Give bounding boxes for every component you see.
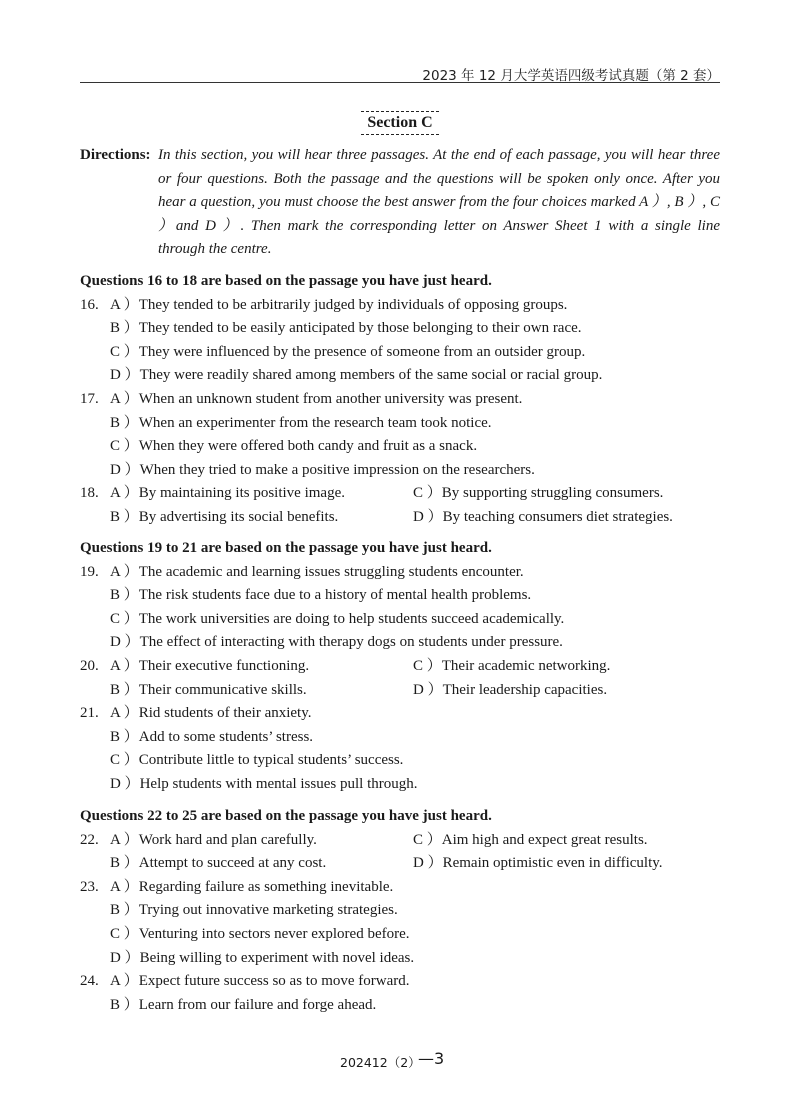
question-option-row <box>80 773 720 797</box>
question-option-row <box>80 506 720 530</box>
answer-option: C ）Contribute little to typical students’ success. <box>110 752 404 769</box>
answer-option: C ）The work universities are doing to help students succeed academically. <box>110 610 565 627</box>
question-group-16-18 <box>80 270 720 530</box>
question-option-row <box>80 829 720 853</box>
answer-option: D ）Help students with mental issues pull through. <box>110 775 418 792</box>
answer-option: D ）By teaching consumers diet strategies. <box>413 508 673 525</box>
answer-option: C ）Aim high and expect great results. <box>413 831 648 848</box>
question-number: 22. <box>80 831 99 848</box>
question-option-row <box>80 876 720 900</box>
question-option-row <box>80 947 720 971</box>
header-rule <box>80 82 720 83</box>
question-option-row <box>80 584 720 608</box>
question-option-row <box>80 852 720 876</box>
question-option-row <box>80 994 720 1018</box>
group-heading: Questions 22 to 25 are based on the passage you have just heard. <box>80 808 492 824</box>
answer-option: C ）Venturing into sectors never explored before. <box>110 925 410 942</box>
question-option-row <box>80 388 720 412</box>
answer-option: D ）The effect of interacting with therapy dogs on students under pressure. <box>110 634 563 651</box>
answer-option: C ）They were influenced by the presence of someone from an outsider group. <box>110 343 586 360</box>
answer-option: D ）Remain optimistic even in difficulty. <box>413 855 663 872</box>
question-option-row <box>80 923 720 947</box>
answer-option: A ）Rid students of their anxiety. <box>110 705 312 722</box>
answer-option: A ）Their executive functioning. <box>110 657 310 674</box>
question-number: 20. <box>80 657 99 674</box>
question-number: 21. <box>80 705 99 722</box>
question-option-row <box>80 608 720 632</box>
answer-option: C ）By supporting struggling consumers. <box>413 485 664 502</box>
answer-option: A ）They tended to be arbitrarily judged by individuals of opposing groups. <box>110 296 568 313</box>
question-option-row <box>80 364 720 388</box>
answer-option: B ）The risk students face due to a history of mental health problems. <box>110 587 532 604</box>
question-option-row <box>80 749 720 773</box>
section-title <box>0 111 800 135</box>
question-option-row <box>80 970 720 994</box>
question-number: 16. <box>80 296 99 313</box>
directions-text: In this section, you will hear three passages. At the end of each passage, you will hear three or four questions. Both the passage and the questions will be spoken only once. After you hear a question, you must choose the best answer from the four choices marked A ）, B ）, C ）and D ）. Then mark the corresponding letter on Answer Sheet 1 with a single line through the centre. <box>158 147 720 258</box>
answer-option: D ）When they tried to make a positive impression on the researchers. <box>110 461 535 478</box>
question-number: 18. <box>80 485 99 502</box>
question-option-row <box>80 317 720 341</box>
footer-code: 202412（2） <box>340 1055 421 1070</box>
answer-option: D ）Their leadership capacities. <box>413 681 608 698</box>
answer-option: B ）Trying out innovative marketing strategies. <box>110 902 398 919</box>
answer-option: B ）Attempt to succeed at any cost. <box>110 855 327 872</box>
answer-option: B ）They tended to be easily anticipated by those belonging to their own race. <box>110 320 582 337</box>
question-group-19-21 <box>80 537 720 797</box>
group-heading: Questions 16 to 18 are based on the passage you have just heard. <box>80 273 492 289</box>
question-number: 19. <box>80 563 99 580</box>
question-option-row <box>80 702 720 726</box>
question-option-row <box>80 482 720 506</box>
question-option-row <box>80 561 720 585</box>
answer-option: C ）When they were offered both candy and fruit as a snack. <box>110 438 478 455</box>
question-option-row <box>80 679 720 703</box>
answer-option: B ）Add to some students’ stress. <box>110 728 314 745</box>
question-number: 17. <box>80 390 99 407</box>
question-option-row <box>80 435 720 459</box>
answer-option: A ）By maintaining its positive image. <box>110 485 345 502</box>
answer-option: A ）Expect future success so as to move forward. <box>110 973 410 990</box>
question-number: 24. <box>80 973 99 990</box>
question-number: 23. <box>80 878 99 895</box>
directions-label: Directions: <box>80 147 151 163</box>
question-option-row <box>80 412 720 436</box>
answer-option: A ）Regarding failure as something inevitable. <box>110 878 394 895</box>
group-heading: Questions 19 to 21 are based on the passage you have just heard. <box>80 540 492 556</box>
answer-option: A ）The academic and learning issues struggling students encounter. <box>110 563 524 580</box>
question-option-row <box>80 459 720 483</box>
answer-option: A ）Work hard and plan carefully. <box>110 831 317 848</box>
question-option-row <box>80 341 720 365</box>
answer-option: A ）When an unknown student from another university was present. <box>110 390 523 407</box>
question-option-row <box>80 655 720 679</box>
question-group-22-25 <box>80 805 720 1017</box>
directions <box>80 144 720 262</box>
section-title-label: Section C <box>361 111 438 135</box>
answer-option: D ）They were readily shared among members of the same social or racial group. <box>110 367 603 384</box>
answer-option: B ）When an experimenter from the research team took notice. <box>110 414 492 431</box>
question-option-row <box>80 726 720 750</box>
question-option-row <box>80 899 720 923</box>
answer-option: B ）Their communicative skills. <box>110 681 307 698</box>
answer-option: B ）Learn from our failure and forge ahead. <box>110 996 377 1013</box>
question-option-row <box>80 294 720 318</box>
answer-option: D ）Being willing to experiment with novel ideas. <box>110 949 415 966</box>
answer-option: C ）Their academic networking. <box>413 657 611 674</box>
page-number: —3 <box>418 1049 445 1068</box>
question-option-row <box>80 631 720 655</box>
answer-option: B ）By advertising its social benefits. <box>110 508 339 525</box>
running-header: 2023 年 12 月大学英语四级考试真题（第 2 套） <box>422 68 720 84</box>
